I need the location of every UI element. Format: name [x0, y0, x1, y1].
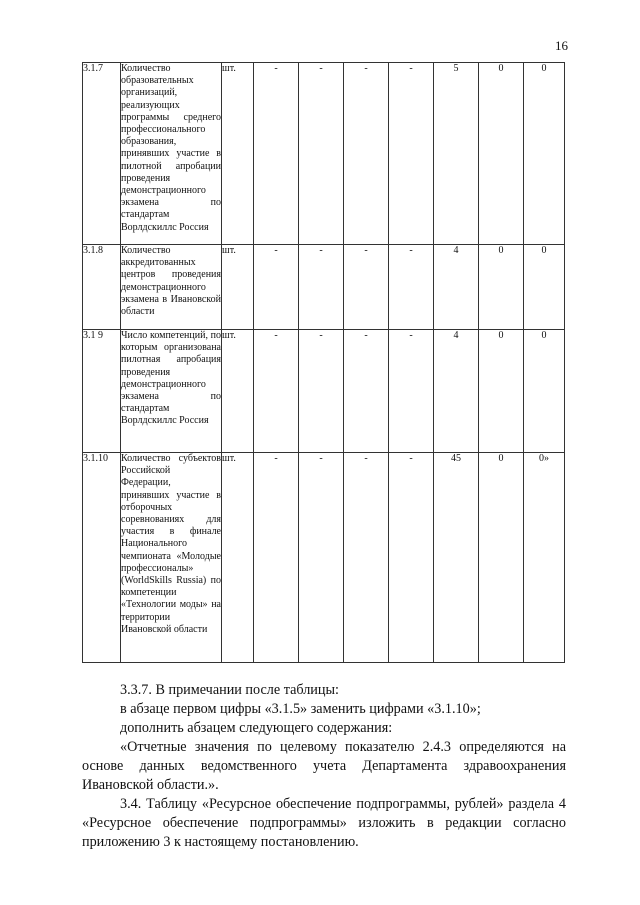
- value-cell: -: [389, 63, 434, 245]
- table-row: [83, 63, 565, 245]
- value-cell: -: [299, 330, 344, 453]
- value-cell: 0: [479, 330, 524, 453]
- unit-cell: шт.: [222, 245, 254, 330]
- value-cell: 0: [479, 63, 524, 245]
- value-cell: 4: [434, 245, 479, 330]
- unit-cell: шт.: [222, 330, 254, 453]
- value-cell: 5: [434, 63, 479, 245]
- value-cell: -: [389, 245, 434, 330]
- value-cell: 0»: [524, 453, 565, 663]
- value-cell: -: [344, 63, 389, 245]
- row-number: 3.1.8: [83, 245, 121, 330]
- value-cell: 0: [479, 245, 524, 330]
- value-cell: -: [299, 245, 344, 330]
- paragraph-add-text: дополнить абзацем следующего содержания:: [120, 720, 393, 736]
- table-row: [83, 453, 565, 663]
- indicator-name: Количество аккредитованных центров проведения демонстрационного экзамена в Ивановской области: [121, 245, 222, 330]
- value-cell: -: [254, 453, 299, 663]
- page-number: 16: [555, 38, 568, 53]
- value-cell: 0: [524, 330, 565, 453]
- unit-cell: шт.: [222, 453, 254, 663]
- indicator-name: Число компетенций, по которым организована пилотная апробация проведения демонстрационного экзамена по стандартам Ворлдскиллс Россия: [121, 330, 222, 453]
- paragraph-replace-digits: в абзаце первом цифры «3.1.5» заменить цифрами «3.1.10»;: [120, 701, 481, 717]
- value-cell: -: [389, 330, 434, 453]
- value-cell: -: [389, 453, 434, 663]
- paragraph-quote: «Отчетные значения по целевому показателю 2.4.3 определяются на основе данных ведомственного учета Департамента здравоохранения Ивановской области.».: [82, 739, 566, 793]
- value-cell: 0: [524, 63, 565, 245]
- row-number: 3.1 9: [83, 330, 121, 453]
- value-cell: -: [254, 330, 299, 453]
- paragraph-3-3-7: 3.3.7. В примечании после таблицы:: [120, 682, 339, 698]
- paragraph-3-4: 3.4. Таблицу «Ресурсное обеспечение подпрограммы, рублей» раздела 4 «Ресурсное обеспечение подпрограммы» изложить в редакции согласно приложению 3 к настоящему постановлению.: [82, 796, 566, 850]
- value-cell: -: [344, 453, 389, 663]
- indicators-table: [82, 62, 565, 663]
- row-number: 3.1.10: [83, 453, 121, 663]
- value-cell: -: [299, 453, 344, 663]
- indicator-name: Количество образовательных организаций, реализующих программы среднего профессионального образования, принявших участие в пилотной апробации проведения демонстрационного экзамена по стандартам Ворлдскиллс Россия: [121, 63, 222, 245]
- table-row: [83, 245, 565, 330]
- unit-cell: шт.: [222, 63, 254, 245]
- value-cell: 45: [434, 453, 479, 663]
- value-cell: -: [344, 245, 389, 330]
- row-number: 3.1.7: [83, 63, 121, 245]
- value-cell: -: [299, 63, 344, 245]
- table-row: [83, 330, 565, 453]
- value-cell: -: [254, 63, 299, 245]
- indicator-name: Количество субъектов Российской Федерации, принявших участие в отборочных соревнованиях для участия в финале Национального чемпионата «Молодые профессионалы» (WorldSkills Russia) по компетенции «Технологии моды» на территории Ивановской области: [121, 453, 222, 663]
- value-cell: 0: [524, 245, 565, 330]
- value-cell: -: [254, 245, 299, 330]
- value-cell: 4: [434, 330, 479, 453]
- value-cell: -: [344, 330, 389, 453]
- value-cell: 0: [479, 453, 524, 663]
